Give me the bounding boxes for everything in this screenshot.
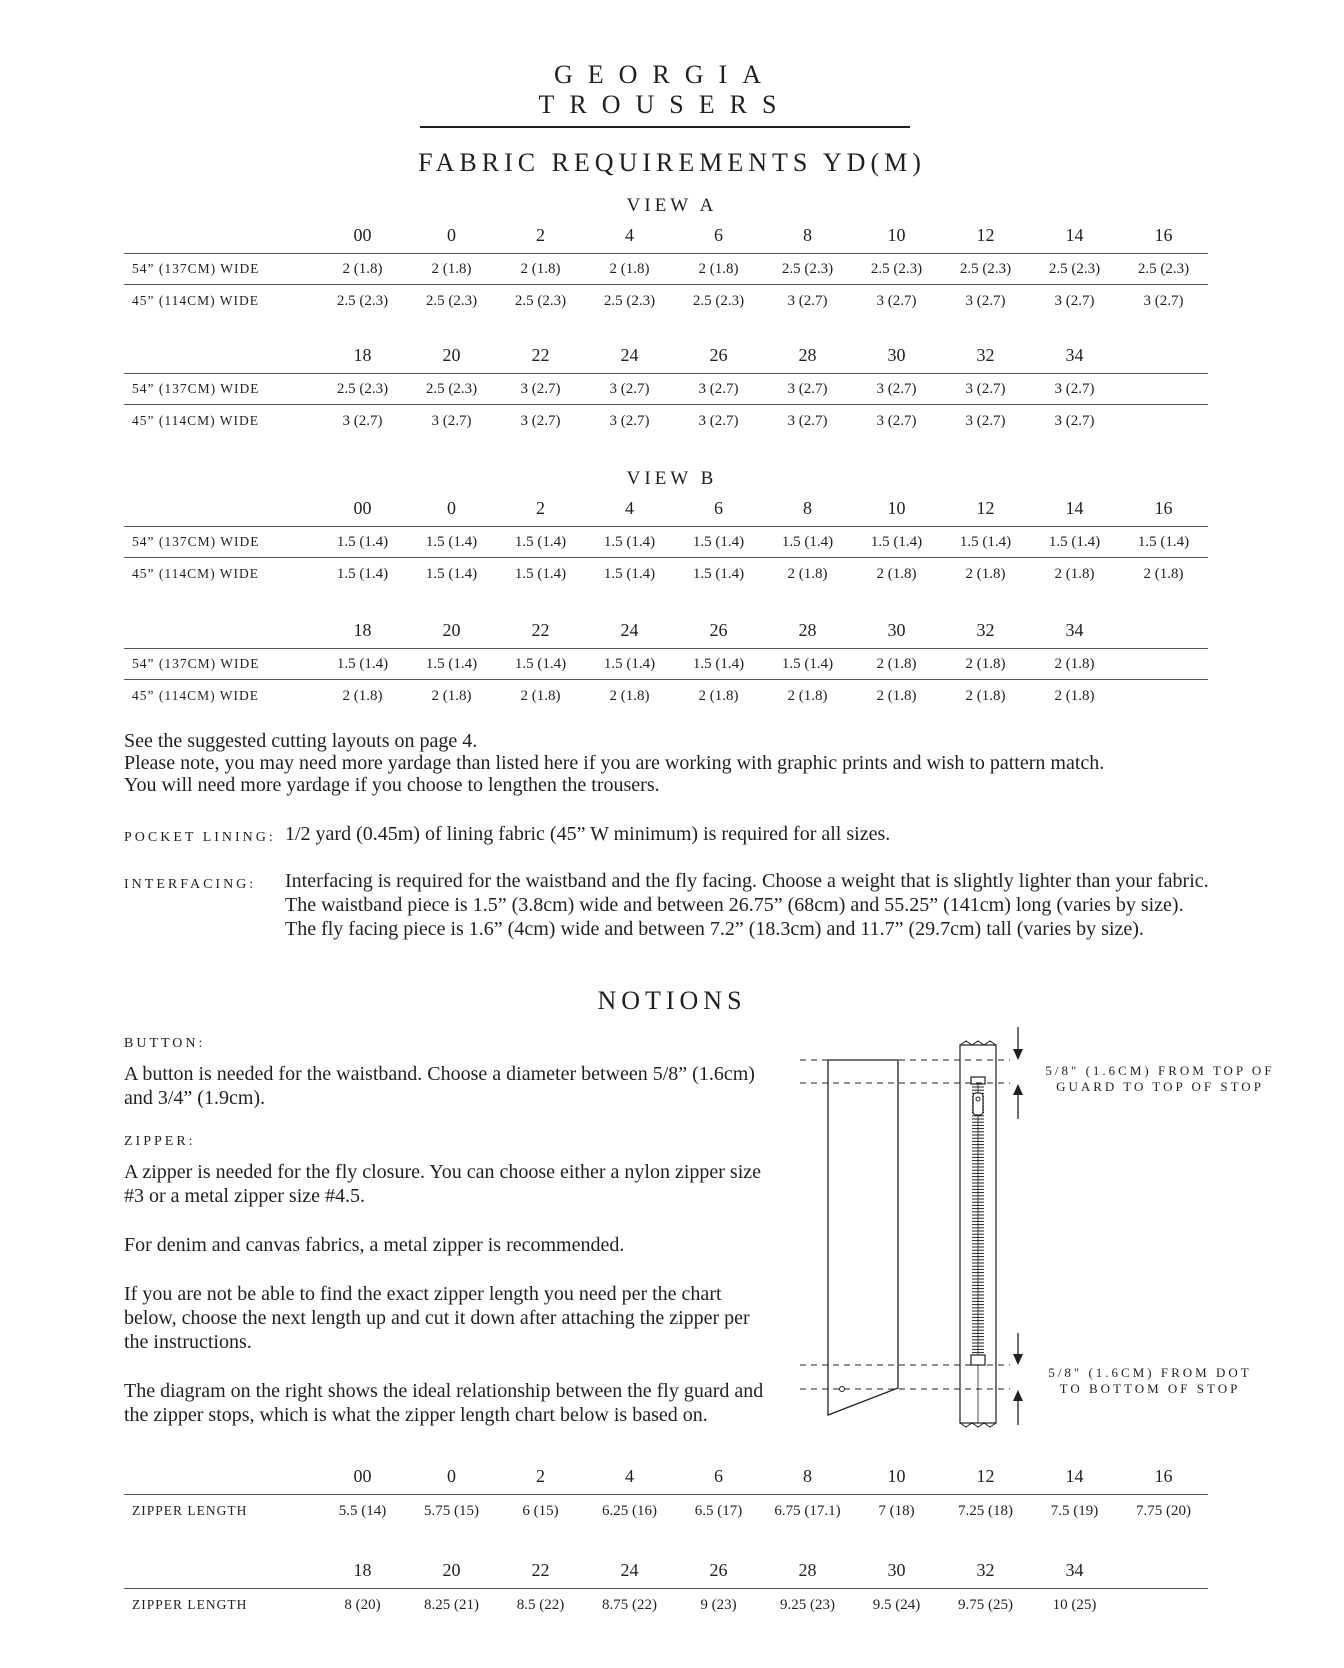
size-header: 34 — [1030, 1552, 1119, 1589]
table-cell: 2 (1.8) — [1054, 687, 1095, 704]
size-header-row — [124, 612, 1208, 649]
row-label: 54” (137CM) WIDE — [124, 527, 318, 558]
table-cell: 3 (2.7) — [787, 292, 828, 309]
bottom-stop — [971, 1355, 985, 1365]
table-cell: 1.5 (1.4) — [585, 527, 674, 558]
table-cell: 2 (1.8) — [787, 687, 828, 704]
size-header: 8 — [763, 490, 852, 527]
size-header: 2 — [496, 1458, 585, 1495]
size-header: 34 — [1030, 337, 1119, 374]
guard-dot — [840, 1387, 845, 1392]
table-cell: 2.5 (2.3) — [514, 292, 567, 309]
zipper-line: below, choose the next length up and cut it down after attaching the zipper per — [124, 1307, 750, 1329]
size-header: 32 — [941, 1552, 1030, 1589]
size-header: 30 — [852, 337, 941, 374]
row-label: ZIPPER LENGTH — [132, 1503, 248, 1518]
size-header: 32 — [941, 337, 1030, 374]
row-label: 45” (114CM) WIDE — [132, 293, 259, 308]
size-header: 12 — [941, 217, 1030, 254]
size-header: 26 — [674, 337, 763, 374]
size-header: 10 — [852, 1458, 941, 1495]
size-header — [1119, 1552, 1208, 1589]
interfacing-text — [285, 869, 1209, 941]
zipper-teeth — [972, 1084, 984, 1423]
table-cell: 3 (2.7) — [674, 374, 763, 405]
size-header: 14 — [1030, 1458, 1119, 1495]
table-cell: 1.5 (1.4) — [763, 527, 852, 558]
table-cell: 2.5 (2.3) — [425, 292, 478, 309]
table-cell: 3 (2.7) — [1143, 292, 1184, 309]
zipper-label: ZIPPER: — [124, 1134, 196, 1149]
table-cell: 6.5 (17) — [694, 1502, 743, 1519]
table-row — [124, 649, 1208, 680]
pocket-lining-label: POCKET LINING: — [124, 830, 276, 845]
zipper-line: A zipper is needed for the fly closure. You can choose either a nylon zipper size — [124, 1161, 762, 1183]
table-cell: 7 (18) — [878, 1502, 915, 1519]
zipper-line: For denim and canvas fabrics, a metal zipper is recommended. — [124, 1234, 625, 1256]
fabric-table — [124, 337, 1208, 437]
size-header: 24 — [585, 612, 674, 649]
table-cell: 3 (2.7) — [609, 412, 650, 429]
table-cell — [1119, 405, 1208, 438]
button-label: BUTTON: — [124, 1036, 206, 1051]
table-cell: 3 (2.7) — [1054, 292, 1095, 309]
table-cell: 3 (2.7) — [965, 412, 1006, 429]
interfacing-line: The fly facing piece is 1.6” (4cm) wide and between 7.2” (18.3cm) and 11.7” (29.7cm) tall (varies by size). — [285, 918, 1144, 940]
table-cell: 1.5 (1.4) — [763, 649, 852, 680]
size-header: 4 — [585, 1458, 674, 1495]
table-cell: 3 (2.7) — [496, 374, 585, 405]
size-header: 10 — [852, 490, 941, 527]
size-header: 8 — [763, 217, 852, 254]
table-cell: 2.5 (2.3) — [336, 292, 389, 309]
size-header: 2 — [496, 490, 585, 527]
table-cell: 3 (2.7) — [585, 374, 674, 405]
size-header: 20 — [407, 1552, 496, 1589]
diagram-bottom-label: 5/8" (1.6CM) FROM DOT TO BOTTOM OF STOP — [1048, 1365, 1252, 1396]
table-cell: 1.5 (1.4) — [318, 527, 407, 558]
fabric-table — [124, 612, 1208, 712]
table-cell: 2 (1.8) — [1030, 649, 1119, 680]
zipper-line: the zipper stops, which is what the zipper length chart below is based on. — [124, 1404, 708, 1426]
row-label: 54” (137CM) WIDE — [124, 649, 318, 680]
zipper-paragraph — [124, 1233, 624, 1257]
size-header: 00 — [318, 490, 407, 527]
table-cell: 6.75 (17.1) — [774, 1502, 841, 1519]
size-header: 28 — [763, 1552, 852, 1589]
size-header: 16 — [1119, 490, 1208, 527]
size-header-row — [124, 217, 1208, 254]
view-b-heading: VIEW B — [626, 468, 718, 489]
table-cell: 6.25 (16) — [602, 1502, 657, 1519]
button-line: A button is needed for the waistband. Choose a diameter between 5/8” (1.6cm) — [124, 1063, 755, 1085]
pocket-lining-text: 1/2 yard (0.45m) of lining fabric (45” W minimum) is required for all sizes. — [285, 823, 891, 845]
size-header: 00 — [318, 217, 407, 254]
zipper-line: the instructions. — [124, 1331, 252, 1353]
table-cell: 2 (1.8) — [787, 565, 828, 582]
table-row — [124, 680, 1208, 713]
size-header: 14 — [1030, 217, 1119, 254]
interfacing-line: Interfacing is required for the waistband and the fly facing. Choose a weight that is slightly lighter than your fabric. — [285, 870, 1209, 892]
table-cell: 1.5 (1.4) — [407, 527, 496, 558]
table-cell: 3 (2.7) — [941, 374, 1030, 405]
zipper-paragraph — [124, 1282, 750, 1354]
size-header: 26 — [674, 1552, 763, 1589]
table-cell: 2.5 (2.3) — [603, 292, 656, 309]
table-cell: 1.5 (1.4) — [603, 565, 656, 582]
interfacing-line: The waistband piece is 1.5” (3.8cm) wide and between 26.75” (68cm) and 55.25” (141cm) long (varies by size). — [285, 894, 1184, 916]
table-cell: 2 (1.8) — [674, 254, 763, 285]
table-row — [124, 1589, 1208, 1622]
size-header — [1119, 337, 1208, 374]
table-cell: 2 (1.8) — [431, 687, 472, 704]
table-cell: 8.75 (22) — [602, 1596, 657, 1613]
size-header: 18 — [318, 337, 407, 374]
table-cell: 9 (23) — [700, 1596, 737, 1613]
table-cell: 3 (2.7) — [1030, 374, 1119, 405]
table-cell: 1.5 (1.4) — [496, 527, 585, 558]
size-header-row — [124, 1458, 1208, 1495]
table-cell: 7.5 (19) — [1050, 1502, 1099, 1519]
table-row — [124, 527, 1208, 558]
table-cell: 2 (1.8) — [965, 565, 1006, 582]
size-header: 34 — [1030, 612, 1119, 649]
size-header: 30 — [852, 612, 941, 649]
notions-heading: NOTIONS — [597, 986, 747, 1015]
table-cell: 2 (1.8) — [1143, 565, 1184, 582]
table-cell: 2 (1.8) — [407, 254, 496, 285]
table-row — [124, 285, 1208, 318]
table-cell: 1.5 (1.4) — [514, 565, 567, 582]
size-header: 6 — [674, 490, 763, 527]
zipper-paragraph — [124, 1379, 763, 1427]
table-cell: 2 (1.8) — [318, 254, 407, 285]
size-header: 2 — [496, 217, 585, 254]
row-label: 54” (137CM) WIDE — [124, 254, 318, 285]
size-header: 6 — [674, 217, 763, 254]
zipper-paragraph — [124, 1160, 761, 1208]
fly-guard-shape — [828, 1060, 898, 1415]
table-cell: 9.5 (24) — [872, 1596, 921, 1613]
table-cell: 2.5 (2.3) — [941, 254, 1030, 285]
size-header: 28 — [763, 337, 852, 374]
button-line: and 3/4” (1.9cm). — [124, 1087, 266, 1109]
size-header: 24 — [585, 337, 674, 374]
table-cell: 2 (1.8) — [876, 565, 917, 582]
fly-zipper-diagram — [800, 1015, 1030, 1435]
view-a-heading: VIEW A — [626, 195, 718, 216]
table-cell: 8 (20) — [344, 1596, 381, 1613]
table-row — [124, 405, 1208, 438]
table-cell — [1119, 680, 1208, 713]
table-cell: 3 (2.7) — [431, 412, 472, 429]
size-header: 12 — [941, 490, 1030, 527]
table-cell: 2.5 (2.3) — [318, 374, 407, 405]
size-header: 24 — [585, 1552, 674, 1589]
table-cell: 1.5 (1.4) — [1119, 527, 1208, 558]
table-cell: 3 (2.7) — [852, 374, 941, 405]
table-row — [124, 374, 1208, 405]
size-header: 4 — [585, 217, 674, 254]
table-cell: 3 (2.7) — [520, 412, 561, 429]
table-cell: 2 (1.8) — [496, 254, 585, 285]
table-row — [124, 1495, 1208, 1528]
table-cell: 3 (2.7) — [876, 292, 917, 309]
note-line: See the suggested cutting layouts on page 4. — [124, 730, 478, 752]
size-header: 26 — [674, 612, 763, 649]
table-cell: 2 (1.8) — [585, 254, 674, 285]
size-header: 10 — [852, 217, 941, 254]
table-cell: 9.75 (25) — [958, 1596, 1013, 1613]
table-cell: 2.5 (2.3) — [692, 292, 745, 309]
size-header: 30 — [852, 1552, 941, 1589]
zipper-slider — [973, 1093, 983, 1115]
note-line: You will need more yardage if you choose to lengthen the trousers. — [124, 774, 660, 796]
zipper-line: #3 or a metal zipper size #4.5. — [124, 1185, 366, 1207]
row-label: ZIPPER LENGTH — [132, 1597, 248, 1612]
table-cell: 3 (2.7) — [965, 292, 1006, 309]
table-cell: 3 (2.7) — [342, 412, 383, 429]
table-cell: 2 (1.8) — [965, 687, 1006, 704]
table-cell: 7.75 (20) — [1136, 1502, 1191, 1519]
table-cell: 1.5 (1.4) — [674, 649, 763, 680]
table-cell: 1.5 (1.4) — [1030, 527, 1119, 558]
interfacing-label: INTERFACING: — [124, 877, 257, 892]
size-header: 0 — [407, 1458, 496, 1495]
table-cell: 2 (1.8) — [852, 649, 941, 680]
table-cell: 8.25 (21) — [424, 1596, 479, 1613]
table-cell: 3 (2.7) — [698, 412, 739, 429]
size-header-row — [124, 490, 1208, 527]
table-cell: 3 (2.7) — [1054, 412, 1095, 429]
fabric-table — [124, 490, 1208, 590]
table-row — [124, 254, 1208, 285]
size-header: 18 — [318, 1552, 407, 1589]
diagram-top-label: 5/8" (1.6CM) FROM TOP OF GUARD TO TOP OF STOP — [1045, 1063, 1275, 1094]
table-cell: 2 (1.8) — [698, 687, 739, 704]
button-text — [124, 1062, 755, 1110]
size-header: 16 — [1119, 1458, 1208, 1495]
table-cell: 2.5 (2.3) — [1119, 254, 1208, 285]
size-header: 28 — [763, 612, 852, 649]
table-cell: 5.75 (15) — [424, 1502, 479, 1519]
size-header: 00 — [318, 1458, 407, 1495]
zipper-length-table — [124, 1458, 1208, 1527]
row-label: 45” (114CM) WIDE — [132, 413, 259, 428]
table-cell: 1.5 (1.4) — [407, 649, 496, 680]
size-header: 22 — [496, 612, 585, 649]
table-cell — [1119, 649, 1208, 680]
note-line: Please note, you may need more yardage than listed here if you are working with graphic prints and wish to pattern match. — [124, 752, 1105, 774]
table-cell: 3 (2.7) — [876, 412, 917, 429]
table-cell: 2.5 (2.3) — [407, 374, 496, 405]
row-label: 45” (114CM) WIDE — [132, 688, 259, 703]
size-header: 4 — [585, 490, 674, 527]
row-label: 54” (137CM) WIDE — [124, 374, 318, 405]
size-header: 22 — [496, 1552, 585, 1589]
table-cell: 2 (1.8) — [1054, 565, 1095, 582]
table-cell: 10 (25) — [1052, 1596, 1097, 1613]
size-header: 0 — [407, 490, 496, 527]
size-header: 16 — [1119, 217, 1208, 254]
table-cell — [1119, 1589, 1208, 1622]
table-cell — [1119, 374, 1208, 405]
table-cell: 1.5 (1.4) — [425, 565, 478, 582]
table-cell: 8.5 (22) — [516, 1596, 565, 1613]
table-cell: 1.5 (1.4) — [496, 649, 585, 680]
zipper-line: If you are not be able to find the exact zipper length you need per the chart — [124, 1283, 722, 1305]
fabric-notes — [124, 730, 1104, 796]
size-header: 8 — [763, 1458, 852, 1495]
table-cell: 1.5 (1.4) — [318, 649, 407, 680]
table-row — [124, 558, 1208, 591]
table-cell: 9.25 (23) — [780, 1596, 835, 1613]
table-cell: 3 (2.7) — [763, 374, 852, 405]
size-header-row — [124, 337, 1208, 374]
size-header-row — [124, 1552, 1208, 1589]
row-label: 45” (114CM) WIDE — [132, 566, 259, 581]
table-cell: 1.5 (1.4) — [336, 565, 389, 582]
size-header: 12 — [941, 1458, 1030, 1495]
table-cell: 7.25 (18) — [958, 1502, 1013, 1519]
size-header: 18 — [318, 612, 407, 649]
table-cell: 5.5 (14) — [338, 1502, 387, 1519]
table-cell: 2 (1.8) — [342, 687, 383, 704]
table-cell: 2 (1.8) — [520, 687, 561, 704]
zipper-line: The diagram on the right shows the ideal relationship between the fly guard and — [124, 1380, 764, 1402]
table-cell: 1.5 (1.4) — [941, 527, 1030, 558]
table-cell: 2.5 (2.3) — [1030, 254, 1119, 285]
size-header: 32 — [941, 612, 1030, 649]
size-header: 20 — [407, 612, 496, 649]
size-header: 20 — [407, 337, 496, 374]
table-cell: 1.5 (1.4) — [585, 649, 674, 680]
table-cell: 1.5 (1.4) — [852, 527, 941, 558]
fabric-requirements-heading: FABRIC REQUIREMENTS YD(M) — [418, 148, 926, 177]
table-cell: 2.5 (2.3) — [763, 254, 852, 285]
table-cell: 2 (1.8) — [876, 687, 917, 704]
size-header: 22 — [496, 337, 585, 374]
table-cell: 6 (15) — [522, 1502, 559, 1519]
table-cell: 1.5 (1.4) — [692, 565, 745, 582]
table-cell: 1.5 (1.4) — [674, 527, 763, 558]
size-header: 0 — [407, 217, 496, 254]
table-cell: 3 (2.7) — [787, 412, 828, 429]
table-cell: 2.5 (2.3) — [852, 254, 941, 285]
fabric-table — [124, 217, 1208, 317]
size-header: 6 — [674, 1458, 763, 1495]
table-cell: 2 (1.8) — [609, 687, 650, 704]
size-header — [1119, 612, 1208, 649]
size-header: 14 — [1030, 490, 1119, 527]
zipper-length-table — [124, 1552, 1208, 1621]
page-title: GEORGIA TROUSERS — [420, 60, 910, 128]
table-cell: 2 (1.8) — [941, 649, 1030, 680]
